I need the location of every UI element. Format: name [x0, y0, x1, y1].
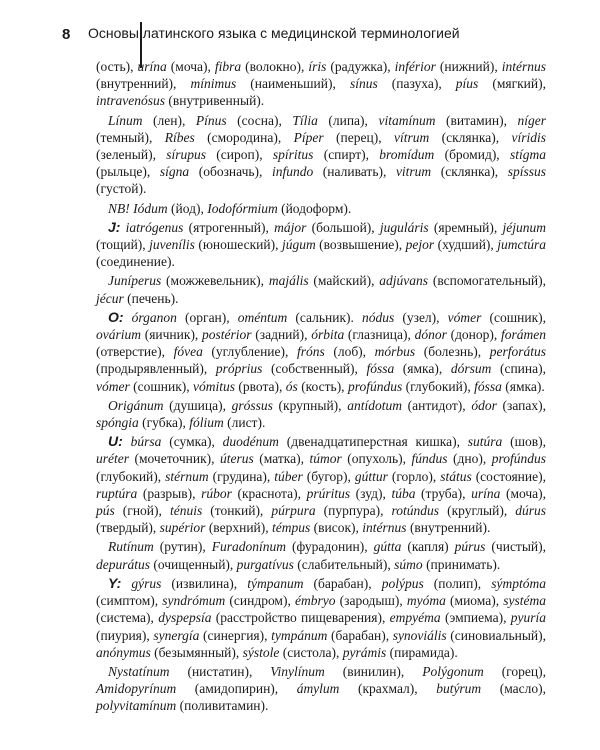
translation-text: (рутин),	[153, 539, 212, 555]
translation-text: (ятрогенный),	[183, 219, 275, 235]
translation-text: (густой).	[96, 181, 147, 197]
translation-text: (радужка),	[326, 59, 395, 74]
latin-term: sýmptóma	[491, 575, 547, 591]
latin-term: dyspepsía	[158, 610, 212, 626]
translation-text: (гной),	[114, 503, 170, 519]
latin-term: antídotum	[347, 397, 402, 413]
translation-text: (рвота),	[235, 378, 286, 394]
latin-term: majális	[268, 273, 309, 289]
latin-term: spíssus	[507, 164, 547, 180]
translation-text: (миома),	[445, 593, 504, 609]
latin-term: dórsum	[450, 361, 492, 377]
latin-term: polýpus	[381, 575, 424, 591]
latin-term: fóssa	[474, 378, 502, 394]
translation-text: (можжевельник),	[161, 273, 269, 289]
running-title: Основы латинского языка с медицинской терминологией	[88, 25, 460, 41]
latin-term: státus	[440, 468, 472, 484]
translation-text: (ость),	[96, 59, 138, 74]
latin-term: oméntum	[237, 309, 288, 325]
translation-text: (нижний),	[435, 59, 502, 74]
latin-term: Ríbes	[164, 129, 195, 145]
translation-text: (пиурия),	[96, 627, 154, 643]
latin-term: émbryo	[294, 593, 336, 609]
latin-term: júgum	[281, 237, 316, 253]
latin-term: ruptúra	[96, 485, 138, 501]
latin-term: Línum	[108, 112, 143, 128]
latin-term: Iodofórmium	[207, 200, 278, 216]
translation-text: (волокно),	[241, 59, 309, 74]
translation-text: (моча),	[166, 59, 215, 74]
translation-text: (опухоль),	[341, 451, 412, 467]
latin-term: gúttur	[354, 468, 388, 484]
translation-text: (липа),	[317, 112, 379, 128]
translation-text: (дно),	[447, 451, 492, 467]
page-number: 8	[62, 25, 71, 43]
translation-text: (нистатин),	[169, 663, 271, 679]
latin-term: Juníperus	[108, 273, 162, 289]
latin-term: ténuis	[169, 503, 203, 519]
paragraph-p4	[96, 272, 546, 306]
latin-term: synergía	[153, 627, 200, 643]
translation-text: (масло),	[481, 681, 546, 697]
translation-text: (рыльце),	[96, 164, 160, 180]
latin-term: sínus	[349, 76, 378, 92]
translation-text: (расстройство пищеварения),	[211, 610, 390, 626]
translation-text: (грудина),	[208, 468, 275, 484]
translation-text: (моча),	[500, 485, 547, 501]
latin-term: forámen	[501, 327, 546, 343]
latin-term: púrus	[454, 539, 486, 555]
latin-term: fibra	[214, 59, 242, 74]
latin-term: empyéma	[389, 610, 441, 626]
latin-term: juguláris	[379, 219, 429, 235]
translation-text: (продырявленный),	[96, 361, 216, 377]
page-header	[62, 22, 532, 46]
translation-text: (углубление),	[202, 344, 297, 360]
translation-text: (запах),	[496, 397, 546, 413]
latin-term: Píper	[293, 129, 324, 145]
translation-text: (большой),	[306, 219, 380, 235]
latin-term: rotúndus	[391, 503, 440, 519]
translation-text: (верхний),	[205, 520, 273, 536]
latin-term: intérnus	[501, 59, 546, 74]
latin-term: gýrus	[131, 575, 162, 591]
latin-term: sírupus	[166, 147, 206, 163]
latin-term: fólium	[189, 415, 224, 431]
translation-text: (лоб),	[324, 344, 375, 360]
letter-heading: O:	[108, 308, 124, 325]
translation-text: (труба),	[415, 485, 472, 501]
paragraph-p8	[96, 538, 546, 572]
latin-term: mórbus	[374, 344, 416, 360]
latin-term: urína	[471, 485, 501, 501]
latin-term: fóvea	[173, 344, 203, 360]
latin-term: polyvitamínum	[96, 698, 177, 714]
translation-text: (внутривенный).	[165, 93, 265, 109]
translation-text: (внутренний).	[406, 520, 491, 536]
latin-term: pejor	[405, 237, 435, 253]
paragraph-p2	[96, 200, 546, 217]
translation-text: (смородина),	[194, 129, 294, 145]
latin-term: intérnus	[362, 520, 407, 536]
latin-term: vitrum	[395, 164, 432, 180]
translation-text: (лист).	[223, 415, 266, 431]
latin-term: gróssus	[231, 397, 273, 413]
letter-heading: U:	[108, 433, 123, 450]
latin-term: íris	[308, 59, 327, 74]
paragraph-p9	[96, 575, 546, 661]
latin-term: túmor	[309, 451, 342, 467]
latin-term: níger	[517, 112, 547, 128]
translation-text: (эмпиема),	[440, 610, 511, 626]
translation-text	[123, 434, 131, 449]
translation-text: (синдром),	[225, 593, 295, 609]
translation-text: (сальник).	[287, 309, 362, 325]
latin-term: prúritus	[306, 485, 351, 501]
latin-term: órbita	[311, 327, 345, 343]
translation-text: (мочеточник),	[129, 451, 220, 467]
latin-term: uréter	[96, 451, 129, 467]
translation-text: (кость),	[297, 378, 348, 394]
translation-text: (шов),	[502, 434, 546, 450]
translation-text: (темный),	[96, 129, 165, 145]
translation-text: (майский),	[308, 273, 380, 289]
latin-term: próprius	[215, 361, 263, 377]
latin-term: sutúra	[467, 434, 503, 450]
latin-term: depurátus	[96, 556, 150, 572]
translation-text: (фурадонин),	[286, 539, 374, 555]
latin-term: vómitus	[193, 378, 236, 394]
paragraph-p10	[96, 663, 546, 715]
latin-term: dúrus	[515, 503, 547, 519]
latin-term: púrpura	[271, 503, 316, 519]
latin-term: Rutínum	[108, 539, 154, 555]
translation-text: (симптом),	[96, 593, 163, 609]
translation-text: (глазница),	[344, 327, 415, 343]
latin-term: myóma	[406, 593, 446, 609]
latin-term: Vinylínum	[270, 663, 325, 679]
translation-text: (отверстие),	[96, 344, 174, 360]
translation-text: (краснота),	[231, 485, 307, 501]
paragraph-p5	[96, 309, 546, 395]
translation-text: (поливитамин).	[176, 698, 269, 714]
translation-text: (антидот),	[401, 397, 472, 413]
translation-text: (очищенный),	[150, 556, 237, 572]
translation-text: (чистый),	[485, 539, 546, 555]
latin-term: pyuría	[510, 610, 547, 626]
translation-text: (глубокий),	[96, 468, 166, 484]
latin-term: témpus	[272, 520, 311, 536]
latin-term: túber	[274, 468, 303, 484]
translation-text: (возвышение),	[315, 237, 406, 253]
translation-text: (донор),	[446, 327, 501, 343]
latin-term: profúndus	[491, 451, 546, 467]
translation-text: (висок),	[310, 520, 363, 536]
translation-text	[121, 576, 131, 591]
translation-text: (йод),	[167, 200, 208, 216]
latin-term: fóssa	[366, 361, 395, 377]
translation-text: (зеленый),	[96, 147, 167, 163]
translation-text: (безымянный),	[150, 644, 243, 660]
translation-text: (худший),	[434, 237, 498, 253]
translation-text: (зародыш),	[335, 593, 407, 609]
latin-term: fúndus	[411, 451, 448, 467]
translation-text: (перец),	[323, 129, 394, 145]
translation-text: (витамин),	[435, 112, 518, 128]
translation-text: (круглый),	[439, 503, 516, 519]
latin-term: intravenósus	[96, 93, 165, 109]
latin-term: pús	[96, 503, 115, 519]
latin-term: píus	[455, 76, 479, 92]
translation-text: (горец),	[483, 663, 546, 679]
latin-term: vómer	[447, 309, 482, 325]
translation-text: (синовиальный),	[446, 627, 546, 643]
translation-text: (внутренний),	[96, 76, 191, 92]
translation-text: (юношеский),	[194, 237, 282, 253]
translation-text: (болезнь),	[415, 344, 490, 360]
latin-term: Pínus	[195, 112, 227, 128]
latin-term: butýrum	[436, 681, 482, 697]
translation-text: (пирамида).	[386, 644, 458, 660]
translation-text: (капля)	[401, 539, 455, 555]
latin-term: víridis	[511, 129, 546, 145]
latin-term: májor	[274, 219, 307, 235]
latin-term: tympánum	[271, 627, 328, 643]
translation-text: (соединение).	[96, 254, 175, 270]
latin-term: mínimus	[190, 76, 237, 92]
translation-text: (систола),	[279, 644, 343, 660]
latin-term: systéma	[503, 593, 546, 609]
translation-text: (винилин),	[324, 663, 423, 679]
latin-term: jéjunum	[502, 219, 546, 235]
latin-term: Nystatínum	[108, 663, 170, 679]
latin-term: vítrum	[393, 129, 430, 145]
latin-term: ós	[285, 378, 298, 394]
translation-text: (двенадцатиперстная кишка),	[278, 434, 468, 450]
translation-text: (задний),	[251, 327, 312, 343]
translation-text: (зуд),	[350, 485, 392, 501]
translation-text: (синергия),	[199, 627, 272, 643]
translation-text: (бромид),	[434, 147, 510, 163]
latin-term: spíritus	[272, 147, 314, 163]
latin-term: órganon	[131, 309, 177, 325]
translation-text: (йодоформ).	[277, 200, 352, 216]
translation-text: (глубокий),	[402, 378, 475, 394]
translation-text: (матка),	[253, 451, 310, 467]
latin-term: profúndus	[347, 378, 403, 394]
translation-text: (ямка),	[394, 361, 451, 377]
latin-term: dónor	[414, 327, 447, 343]
translation-text: (крахмал),	[339, 681, 437, 697]
translation-text: (сошник),	[481, 309, 546, 325]
translation-text: (горло),	[387, 468, 441, 484]
translation-text: (барабан),	[327, 627, 393, 643]
translation-text: (пурпура),	[315, 503, 392, 519]
translation-text: (извилина),	[161, 575, 248, 591]
translation-text: (вспомогательный),	[428, 273, 546, 289]
latin-term: spóngia	[96, 415, 139, 431]
translation-text: (мягкий),	[478, 76, 546, 92]
paragraph-p1	[96, 112, 546, 198]
latin-term: purgatívus	[236, 556, 294, 572]
translation-text: (принимать).	[422, 556, 501, 572]
translation-text: (сосна),	[226, 112, 293, 128]
translation-text: (обозначь),	[189, 164, 272, 180]
latin-term: NB! Iódum	[108, 200, 168, 216]
translation-text: (твердый),	[96, 520, 160, 536]
latin-term: túba	[391, 485, 416, 501]
translation-text: (склянка),	[431, 164, 508, 180]
latin-term: súmo	[394, 556, 423, 572]
latin-term: stígma	[509, 147, 546, 163]
latin-term: inférior	[394, 59, 436, 74]
letter-heading: Y:	[108, 574, 122, 591]
translation-text: (наименьший),	[236, 76, 350, 92]
translation-text: (губка),	[138, 415, 190, 431]
latin-term: ovárium	[96, 327, 141, 343]
latin-term: Furadonínum	[211, 539, 287, 555]
letter-heading: J:	[108, 218, 121, 235]
translation-text: (собственный),	[262, 361, 367, 377]
latin-term: iatrógenus	[125, 219, 184, 235]
latin-term: syndrómum	[162, 593, 226, 609]
latin-term: jécur	[96, 290, 124, 306]
translation-text: (система),	[96, 610, 159, 626]
latin-term: supérior	[159, 520, 206, 536]
latin-term: búrsa	[130, 434, 162, 450]
latin-term: adjúvans	[379, 273, 429, 289]
translation-text: (спина),	[491, 361, 546, 377]
latin-term: gútta	[373, 539, 402, 555]
page-body	[96, 58, 546, 717]
latin-term: pyrámis	[342, 644, 387, 660]
translation-text: (сироп),	[206, 147, 273, 163]
paragraph-p7	[96, 433, 546, 536]
latin-term: duodénum	[222, 434, 279, 450]
latin-term: Origánum	[108, 397, 164, 413]
translation-text: (амидопирин),	[176, 681, 297, 697]
translation-text: (полип),	[423, 575, 492, 591]
latin-term: úterus	[220, 451, 254, 467]
translation-text: (барабан),	[303, 575, 382, 591]
latin-term: nódus	[362, 309, 395, 325]
paragraph-p0	[96, 58, 546, 110]
translation-text: (яичник),	[141, 327, 203, 343]
latin-term: ódor	[471, 397, 497, 413]
latin-term: anónymus	[96, 644, 151, 660]
translation-text: (разрыв),	[137, 485, 202, 501]
latin-term: vitamínum	[378, 112, 436, 128]
latin-term: infundo	[271, 164, 314, 180]
translation-text: (сошник),	[129, 378, 194, 394]
latin-term: ámylum	[296, 681, 340, 697]
latin-term: urína	[137, 59, 167, 74]
latin-term: sígna	[159, 164, 190, 180]
translation-text	[124, 310, 132, 325]
latin-term: Polýgonum	[422, 663, 484, 679]
latin-term: postérior	[202, 327, 252, 343]
translation-text: (тощий),	[96, 237, 150, 253]
paragraph-p6	[96, 397, 546, 431]
translation-text: (ямка).	[501, 378, 545, 394]
translation-text: (склянка),	[429, 129, 512, 145]
latin-term: sýstole	[242, 644, 280, 660]
latin-term: synoviális	[392, 627, 447, 643]
translation-text: (яремный),	[428, 219, 503, 235]
translation-text: (тонкий),	[202, 503, 272, 519]
translation-text: (сумка),	[161, 434, 223, 450]
translation-text: (пазуха),	[377, 76, 456, 92]
latin-term: fróns	[296, 344, 325, 360]
translation-text: (спирт),	[313, 147, 380, 163]
translation-text: (орган),	[176, 309, 238, 325]
translation-text: (крупный),	[272, 397, 348, 413]
latin-term: vómer	[96, 378, 130, 394]
latin-term: stérnum	[165, 468, 209, 484]
translation-text: (состояние),	[471, 468, 546, 484]
latin-term: juvenílis	[149, 237, 195, 253]
translation-text: (лен),	[142, 112, 196, 128]
latin-term: jumctúra	[497, 237, 546, 253]
translation-text: (печень).	[123, 290, 179, 306]
translation-text: (душица),	[163, 397, 232, 413]
latin-term: Amidopyrínum	[96, 681, 177, 697]
latin-term: bromídum	[379, 147, 435, 163]
latin-term: Tília	[292, 112, 318, 128]
latin-term: týmpanum	[247, 575, 304, 591]
translation-text: (слабительный),	[293, 556, 395, 572]
translation-text: (узел),	[394, 309, 448, 325]
latin-term: rúbor	[201, 485, 232, 501]
translation-text: (наливать),	[313, 164, 396, 180]
translation-text: (бугор),	[302, 468, 355, 484]
paragraph-p3	[96, 219, 546, 271]
latin-term: perforátus	[489, 344, 547, 360]
